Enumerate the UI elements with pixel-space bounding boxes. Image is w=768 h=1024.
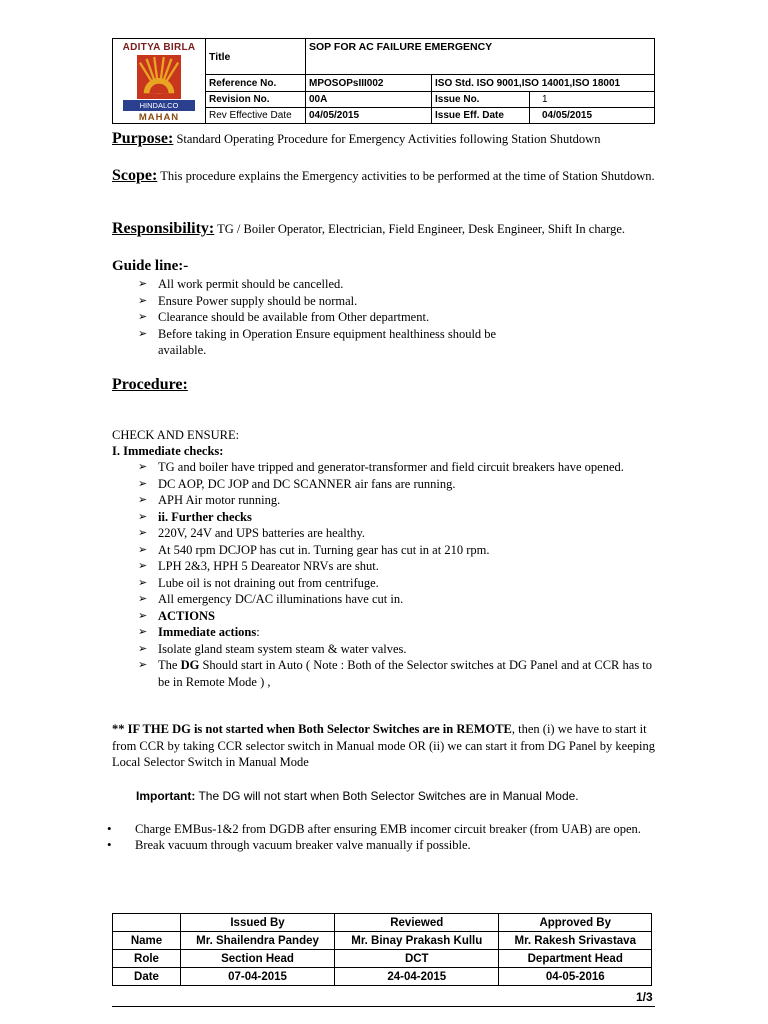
purpose-section [112,131,657,147]
footer-divider [112,1006,655,1007]
check-and-ensure-heading: CHECK AND ENSURE: [112,428,240,442]
logo-cell [113,39,206,124]
list-item: ➢ 220V, 24V and UPS batteries are healthy. [138,525,653,542]
immediate-checks-heading: I. Immediate checks: [112,444,224,458]
procedure-list [138,459,653,690]
dg-item-bold: DG [180,658,200,672]
list-item: ➢ Ensure Power supply should be normal. [138,293,653,310]
logo-company: HINDALCO [123,100,195,111]
table-cell: 07-04-2015 [181,968,335,986]
revision-label: Revision No. [206,91,306,107]
table-cell: Mr. Binay Prakash Kullu [335,932,499,950]
table-cell: Mr. Rakesh Srivastava [499,932,652,950]
table-cell: Date [113,968,181,986]
document-header-table [112,38,655,124]
signoff-table [112,913,652,986]
sop-title: SOP FOR AC FAILURE EMERGENCY [306,39,655,75]
immediate-actions-colon: : [256,625,260,639]
list-item: ➢ DC AOP, DC JOP and DC SCANNER air fans are running. [138,476,653,493]
list-item [138,657,653,690]
list-item: • Charge EMBus-1&2 from DGDB after ensuring EMB incomer circuit breaker (from UAB) are open. [107,821,655,837]
dg-note-stars: ** [112,722,128,736]
issue-date-label: Issue Eff. Date [432,107,530,123]
guideline-list [138,276,653,359]
procedure-heading: Procedure: [112,376,188,393]
responsibility-text: TG / Boiler Operator, Electrician, Field Engineer, Desk Engineer, Shift In charge. [214,222,626,236]
dg-note [112,721,660,771]
reference-label: Reference No. [206,75,306,91]
list-item [138,624,653,641]
immediate-actions-label: Immediate actions [158,625,257,639]
responsibility-section [112,221,657,237]
table-row [113,968,652,986]
table-cell: DCT [335,950,499,968]
issue-no-value: 1 [530,91,655,107]
list-item: • Break vacuum through vacuum breaker valve manually if possible. [107,837,655,853]
list-item: ➢ Before taking in Operation Ensure equipment healthiness should be available. [138,326,653,359]
list-item: ➢ APH Air motor running. [138,492,653,509]
table-cell: Role [113,950,181,968]
logo-brand: ADITYA BIRLA [122,42,196,53]
list-item: ➢ ii. Further checks [138,509,653,526]
dg-note-bold: IF THE DG is not started when Both Selector Switches are in REMOTE [127,722,512,736]
page-number: 1/3 [636,990,653,1004]
list-item: ➢ ACTIONS [138,608,653,625]
purpose-heading: Purpose: [112,130,174,147]
action-bullets [107,821,655,853]
table-header-cell: Approved By [499,914,652,932]
procedure-heading-row [112,377,657,393]
responsibility-heading: Responsibility: [112,220,215,237]
table-cell: Mr. Shailendra Pandey [181,932,335,950]
dg-item-text: Should start in Auto ( Note : Both of the Selector switches at DG Panel and at CCR has to be in Remote Mode ) , [158,658,653,689]
guideline-heading: Guide line:- [112,258,189,274]
table-row [113,914,652,932]
table-row [113,950,652,968]
list-item: ➢ Isolate gland steam system steam & water valves. [138,641,653,658]
list-item: ➢ Clearance should be available from Other department. [138,309,653,326]
company-logo [113,39,205,123]
table-cell: Name [113,932,181,950]
table-cell: Department Head [499,950,652,968]
scope-section [112,168,657,184]
table-cell: 24-04-2015 [335,968,499,986]
list-item: ➢ LPH 2&3, HPH 5 Deareator NRVs are shut. [138,558,653,575]
table-row [113,932,652,950]
list-item: ➢ All emergency DC/AC illuminations have cut in. [138,591,653,608]
guideline-heading-row [112,258,657,274]
table-header-cell [113,914,181,932]
logo-site: MAHAN [138,112,180,123]
important-label: Important: [136,789,196,803]
rev-date-value: 04/05/2015 [306,107,432,123]
purpose-text: Standard Operating Procedure for Emergency Activities following Station Shutdown [173,132,601,146]
sun-logo-icon [136,55,182,99]
table-cell: 04-05-2016 [499,968,652,986]
important-note [136,788,656,804]
title-label: Title [206,39,306,75]
list-item: ➢ At 540 rpm DCJOP has cut in. Turning gear has cut in at 210 rpm. [138,542,653,559]
iso-standard: ISO Std. ISO 9001,ISO 14001,ISO 18001 [432,75,655,91]
table-header-cell: Reviewed [335,914,499,932]
reference-value: MPOSOPsIII002 [306,75,432,91]
table-header-cell: Issued By [181,914,335,932]
revision-value: 00A [306,91,432,107]
important-text: The DG will not start when Both Selector Switches are in Manual Mode. [195,789,579,803]
dg-item-prefix: The [158,658,181,672]
list-item: ➢ Lube oil is not draining out from centrifuge. [138,575,653,592]
scope-heading: Scope: [112,167,158,184]
issue-no-label: Issue No. [432,91,530,107]
list-item: ➢ TG and boiler have tripped and generator-transformer and field circuit breakers have opened. [138,459,653,476]
table-cell: Section Head [181,950,335,968]
scope-text: This procedure explains the Emergency activities to be performed at the time of Station Shutdown. [157,169,655,183]
issue-date-value: 04/05/2015 [530,107,655,123]
list-item: ➢ All work permit should be cancelled. [138,276,653,293]
rev-date-label: Rev Effective Date [206,107,306,123]
dg-note-text: , then (i) we have to start it from CCR by taking CCR selector switch in Manual mode OR (ii) we can start it from DG Panel by keeping Local Selector Switch in Manual Mode [112,722,655,769]
